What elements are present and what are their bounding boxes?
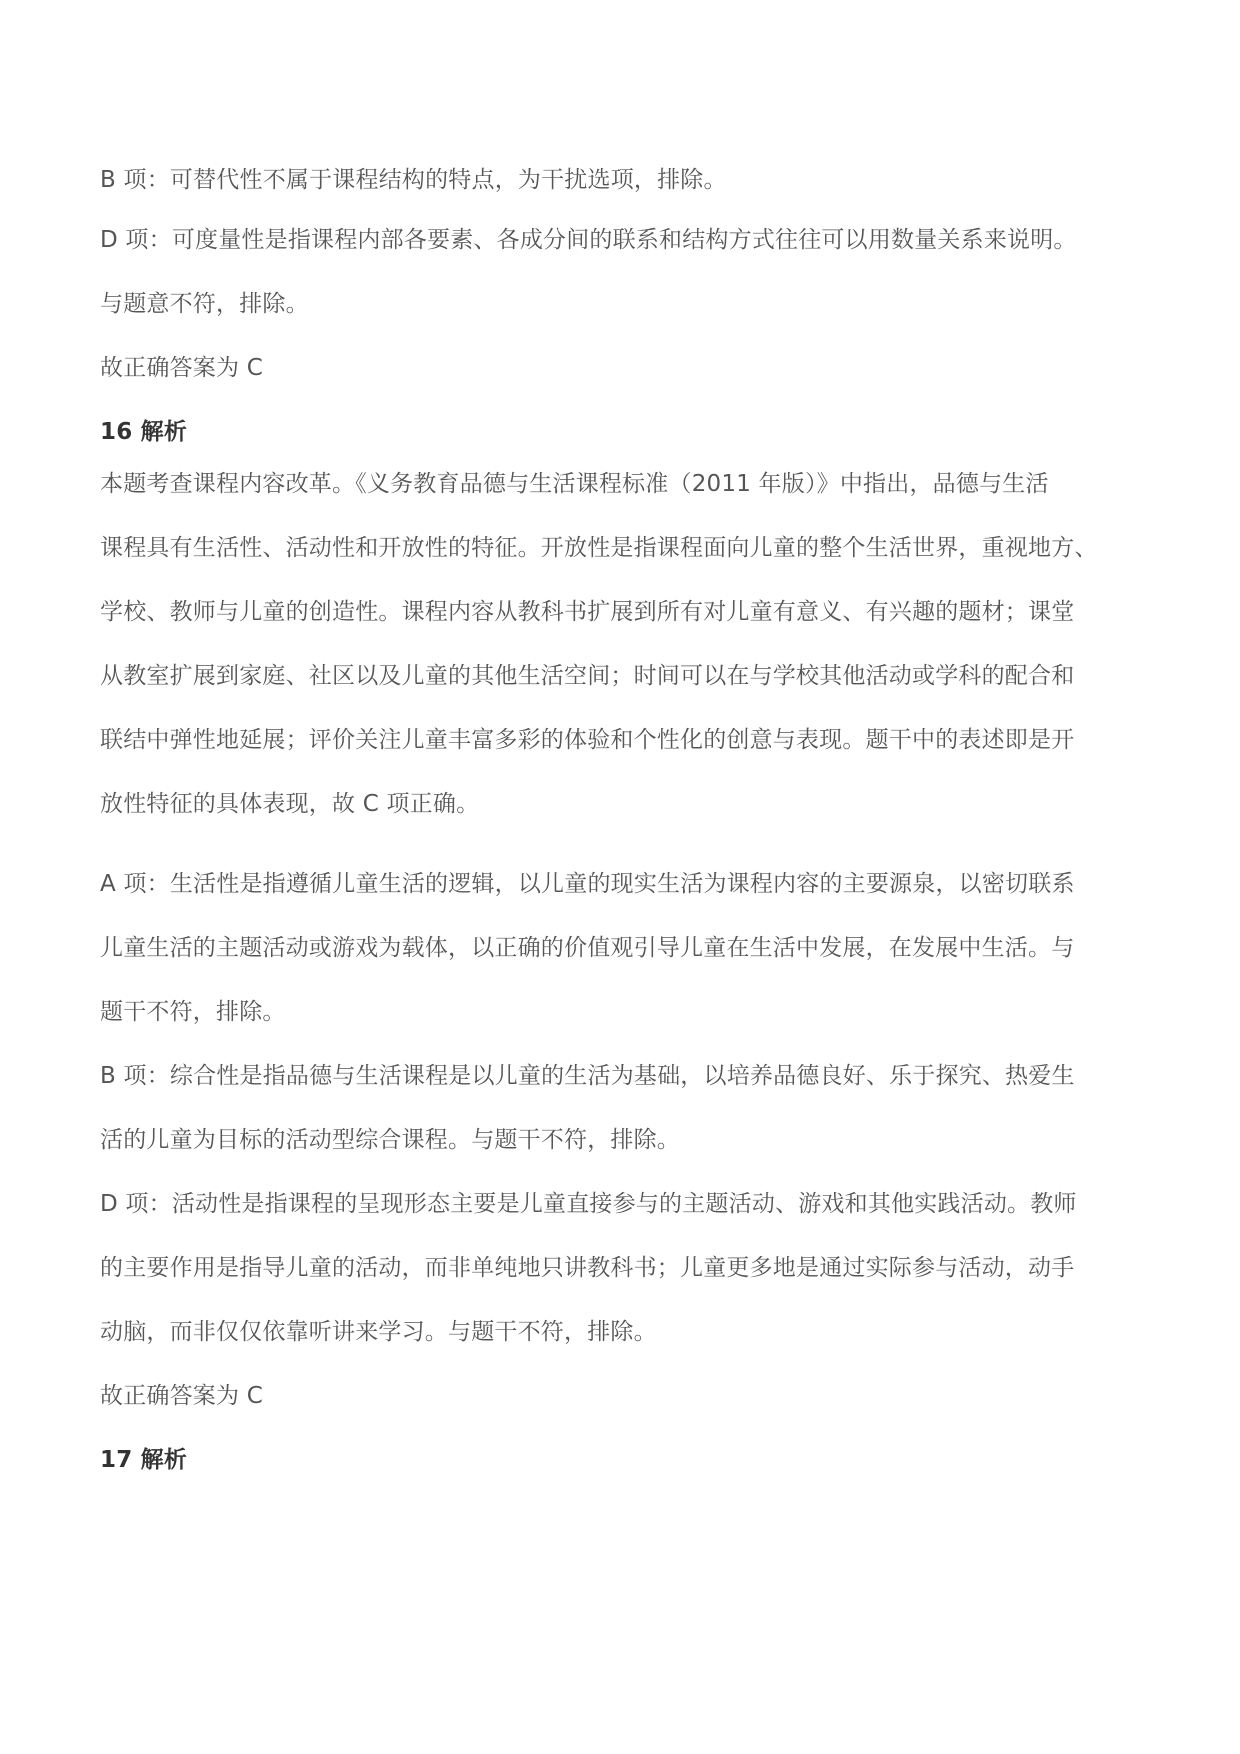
paragraph-line: 动脑，而非仅仅依靠听讲来学习。与题干不符，排除。 [100, 1319, 657, 1345]
q16-option-d [100, 1172, 1180, 1364]
paragraph-line: 从教室扩展到家庭、社区以及儿童的其他生活空间；时间可以在与学校其他活动或学科的配合和 [100, 663, 1075, 689]
q16-option-a [100, 852, 1180, 1044]
prev-answer [100, 336, 1180, 400]
answer-line: 故正确答案为 C [100, 1383, 263, 1409]
prev-option-b [100, 148, 1180, 212]
paragraph-line: 题干不符，排除。 [100, 999, 286, 1025]
section-title: 16 解析 [100, 419, 188, 445]
paragraph-line: 本题考查课程内容改革。《义务教育品德与生活课程标准（2011 年版）》中指出，品德与生活 [100, 471, 1049, 497]
paragraph-line: 联结中弹性地延展；评价关注儿童丰富多彩的体验和个性化的创意与表现。题干中的表述即是开 [100, 727, 1075, 753]
q16-answer [100, 1364, 1180, 1428]
section-heading-17 [100, 1440, 1180, 1480]
paragraph-line: A 项：生活性是指遵循儿童生活的逻辑，以儿童的现实生活为课程内容的主要源泉，以密切联系 [100, 871, 1075, 897]
paragraph-line: D 项：活动性是指课程的呈现形态主要是儿童直接参与的主题活动、游戏和其他实践活动。教师 [100, 1191, 1077, 1217]
section-title: 17 解析 [100, 1447, 188, 1473]
q16-explanation [100, 452, 1180, 836]
paragraph-line: 的主要作用是指导儿童的活动，而非单纯地只讲教科书；儿童更多地是通过实际参与活动，动手 [100, 1255, 1075, 1281]
paragraph-line: B 项：可替代性不属于课程结构的特点，为干扰选项，排除。 [100, 167, 727, 193]
prev-option-d [100, 208, 1180, 336]
paragraph-line: B 项：综合性是指品德与生活课程是以儿童的生活为基础，以培养品德良好、乐于探究、热爱生 [100, 1063, 1075, 1089]
q16-option-b [100, 1044, 1180, 1172]
paragraph-line: 放性特征的具体表现，故 C 项正确。 [100, 791, 480, 817]
answer-line: 故正确答案为 C [100, 355, 263, 381]
paragraph-line: 儿童生活的主题活动或游戏为载体，以正确的价值观引导儿童在生活中发展，在发展中生活。与 [100, 935, 1075, 961]
paragraph-line: D 项：可度量性是指课程内部各要素、各成分间的联系和结构方式往往可以用数量关系来说明。 [100, 227, 1077, 253]
paragraph-line: 学校、教师与儿童的创造性。课程内容从教科书扩展到所有对儿童有意义、有兴趣的题材；课堂 [100, 599, 1075, 625]
paragraph-line: 与题意不符，排除。 [100, 291, 309, 317]
section-heading-16 [100, 412, 1180, 452]
paragraph-line: 课程具有生活性、活动性和开放性的特征。开放性是指课程面向儿童的整个生活世界，重视地方、 [100, 535, 1098, 561]
paragraph-line: 活的儿童为目标的活动型综合课程。与题干不符，排除。 [100, 1127, 680, 1153]
